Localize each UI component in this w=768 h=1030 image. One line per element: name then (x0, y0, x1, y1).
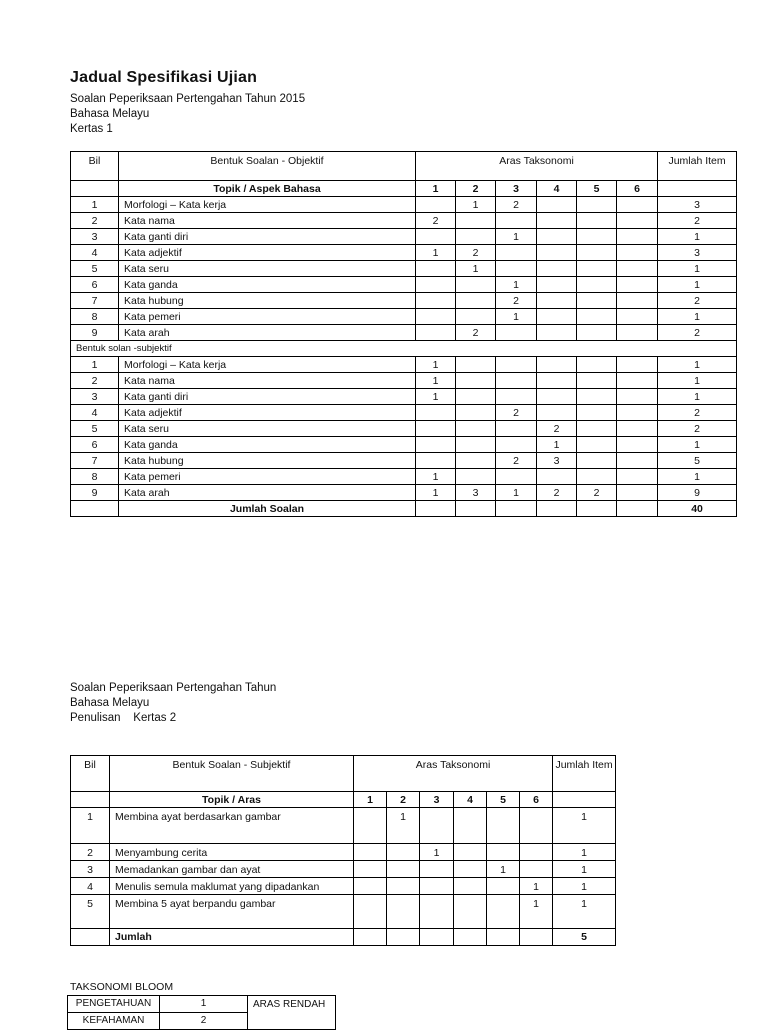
cell-topic: Kata hubung (119, 293, 416, 309)
header-bil: Bil (71, 756, 110, 792)
cell-level-count (537, 213, 577, 229)
subtitle-paper: Kertas 1 (70, 123, 113, 135)
cell-total: 1 (658, 357, 737, 373)
cell-level-count (487, 878, 520, 895)
cell-level-count (577, 357, 617, 373)
cell-topic: Membina 5 ayat berpandu gambar (110, 895, 354, 929)
cell-level-count: 1 (456, 197, 496, 213)
total-label: Jumlah (110, 929, 354, 946)
cell-total: 1 (658, 261, 737, 277)
level-header: 2 (387, 792, 420, 808)
cell-topic: Kata pemeri (119, 309, 416, 325)
cell-level-count: 3 (456, 485, 496, 501)
cell-level-count: 1 (496, 229, 537, 245)
level-header: 6 (520, 792, 553, 808)
cell-topic: Kata hubung (119, 453, 416, 469)
cell-level-count (496, 373, 537, 389)
cell-level-count (617, 373, 658, 389)
cell-level-count (537, 245, 577, 261)
cell-total: 2 (658, 325, 737, 341)
bloom-level-number: 2 (160, 1013, 248, 1030)
table-row (71, 309, 737, 325)
cell-level-count (537, 373, 577, 389)
cell-total: 2 (658, 213, 737, 229)
table-row (71, 373, 737, 389)
cell-level-count (354, 861, 387, 878)
cell-level-count (617, 453, 658, 469)
cell-total: 1 (553, 878, 616, 895)
cell-level-count (537, 197, 577, 213)
cell-level-count: 1 (496, 277, 537, 293)
cell-total: 1 (658, 389, 737, 405)
total-value: 5 (553, 929, 616, 946)
cell-level-count: 1 (496, 485, 537, 501)
cell-bil: 1 (71, 357, 119, 373)
empty-cell (577, 501, 617, 517)
empty-cell (456, 501, 496, 517)
cell-level-count: 1 (416, 357, 456, 373)
cell-level-count (496, 213, 537, 229)
cell-level-count (354, 878, 387, 895)
cell-level-count (416, 405, 456, 421)
cell-level-count (456, 389, 496, 405)
cell-level-count (617, 325, 658, 341)
cell-bil: 6 (71, 437, 119, 453)
cell-total: 2 (658, 421, 737, 437)
subjective-section-label: Bentuk solan -subjektif (71, 341, 737, 357)
cell-level-count (577, 229, 617, 245)
cell-bil: 4 (71, 245, 119, 261)
cell-level-count: 2 (537, 421, 577, 437)
table-row (71, 421, 737, 437)
cell-level-count (577, 437, 617, 453)
level-header: 1 (416, 181, 456, 197)
cell-level-count (456, 437, 496, 453)
header-aras-taksonomi: Aras Taksonomi (354, 756, 553, 792)
cell-level-count (456, 277, 496, 293)
empty-cell (617, 501, 658, 517)
cell-level-count (617, 261, 658, 277)
cell-topic: Membina ayat berdasarkan gambar (110, 808, 354, 844)
header-jumlah-item: Jumlah Item (553, 756, 616, 792)
cell-level-count: 2 (496, 453, 537, 469)
cell-topic: Kata ganti diri (119, 229, 416, 245)
cell-bil: 5 (71, 261, 119, 277)
cell-level-count (577, 309, 617, 325)
spec-table-paper1 (70, 151, 737, 517)
subtitle-exam: Soalan Peperiksaan Pertengahan Tahun 2015 (70, 93, 306, 105)
cell-level-count: 2 (456, 325, 496, 341)
cell-level-count (617, 485, 658, 501)
cell-level-count (577, 389, 617, 405)
cell-level-count (577, 421, 617, 437)
cell-topic: Kata pemeri (119, 469, 416, 485)
empty-cell (658, 181, 737, 197)
cell-level-count (454, 895, 487, 929)
cell-bil: 6 (71, 277, 119, 293)
cell-bil: 5 (71, 421, 119, 437)
cell-level-count: 2 (496, 405, 537, 421)
cell-bil: 2 (71, 213, 119, 229)
table-row (68, 996, 336, 1013)
empty-cell (537, 501, 577, 517)
cell-bil: 4 (71, 878, 110, 895)
cell-level-count: 2 (456, 245, 496, 261)
empty-cell (387, 929, 420, 946)
cell-total: 1 (553, 895, 616, 929)
cell-topic: Menyambung cerita (110, 844, 354, 861)
cell-bil: 8 (71, 469, 119, 485)
cell-level-count (496, 469, 537, 485)
cell-level-count (387, 895, 420, 929)
header-aras-taksonomi: Aras Taksonomi (416, 152, 658, 181)
total-value: 40 (658, 501, 737, 517)
cell-bil: 3 (71, 389, 119, 405)
cell-level-count (487, 895, 520, 929)
cell-level-count (416, 261, 456, 277)
cell-level-count (354, 808, 387, 844)
cell-topic: Kata ganda (119, 437, 416, 453)
cell-level-count: 1 (487, 861, 520, 878)
table-row (71, 501, 737, 517)
header-bentuk-soalan: Bentuk Soalan - Subjektif (110, 756, 354, 792)
cell-level-count (496, 421, 537, 437)
cell-level-count: 1 (456, 261, 496, 277)
bloom-table (67, 995, 336, 1030)
cell-level-count (456, 373, 496, 389)
cell-level-count (354, 895, 387, 929)
cell-total: 3 (658, 197, 737, 213)
header-bil: Bil (71, 152, 119, 181)
cell-topic: Kata arah (119, 325, 416, 341)
cell-level-count (456, 229, 496, 245)
table-row (71, 341, 737, 357)
cell-bil: 2 (71, 844, 110, 861)
cell-level-count: 1 (387, 808, 420, 844)
cell-total: 1 (658, 229, 737, 245)
cell-total: 9 (658, 485, 737, 501)
cell-total: 2 (658, 405, 737, 421)
cell-level-count (487, 808, 520, 844)
cell-level-count (617, 405, 658, 421)
cell-level-count (537, 261, 577, 277)
cell-level-count (387, 878, 420, 895)
cell-level-count (416, 421, 456, 437)
cell-total: 1 (553, 808, 616, 844)
total-label: Jumlah Soalan (119, 501, 416, 517)
cell-topic: Kata nama (119, 213, 416, 229)
cell-bil: 5 (71, 895, 110, 929)
table-row (71, 453, 737, 469)
cell-total: 1 (553, 861, 616, 878)
cell-level-count (577, 277, 617, 293)
cell-level-count (416, 229, 456, 245)
cell-level-count: 1 (420, 844, 454, 861)
table-row (71, 325, 737, 341)
cell-level-count (420, 861, 454, 878)
cell-level-count (537, 309, 577, 325)
cell-level-count (456, 309, 496, 325)
empty-cell (496, 501, 537, 517)
cell-level-count: 1 (416, 389, 456, 405)
cell-topic: Morfologi – Kata kerja (119, 197, 416, 213)
cell-level-count (537, 277, 577, 293)
cell-total: 3 (658, 245, 737, 261)
cell-level-count (520, 844, 553, 861)
table-row (71, 844, 616, 861)
cell-level-count: 3 (537, 453, 577, 469)
cell-level-count: 2 (416, 213, 456, 229)
table-row (71, 229, 737, 245)
cell-level-count (537, 325, 577, 341)
cell-total: 5 (658, 453, 737, 469)
cell-level-count (577, 469, 617, 485)
cell-level-count: 1 (416, 245, 456, 261)
cell-bil: 8 (71, 309, 119, 325)
cell-level-count (456, 293, 496, 309)
cell-level-count (577, 245, 617, 261)
cell-total: 1 (658, 309, 737, 325)
cell-bil: 9 (71, 325, 119, 341)
empty-cell (553, 792, 616, 808)
table-row (71, 485, 737, 501)
cell-total: 1 (658, 373, 737, 389)
header-topik: Topik / Aspek Bahasa (119, 181, 416, 197)
cell-level-count (520, 861, 553, 878)
table-row (71, 213, 737, 229)
cell-level-count (420, 808, 454, 844)
level-header: 4 (454, 792, 487, 808)
table-row (71, 878, 616, 895)
level-header: 5 (487, 792, 520, 808)
cell-topic: Morfologi – Kata kerja (119, 357, 416, 373)
cell-bil: 4 (71, 405, 119, 421)
cell-level-count (577, 293, 617, 309)
subtitle-subject: Bahasa Melayu (70, 108, 150, 120)
cell-level-count (456, 213, 496, 229)
spec-table-paper2 (70, 755, 616, 946)
cell-bil: 7 (71, 453, 119, 469)
cell-level-count (456, 421, 496, 437)
cell-level-count (456, 357, 496, 373)
bloom-title: TAKSONOMI BLOOM (70, 981, 174, 993)
cell-level-count (617, 469, 658, 485)
cell-level-count: 1 (416, 469, 456, 485)
cell-topic: Kata seru (119, 261, 416, 277)
level-header: 4 (537, 181, 577, 197)
bloom-level-number: 1 (160, 996, 248, 1013)
empty-cell (71, 501, 119, 517)
cell-bil: 1 (71, 197, 119, 213)
cell-bil: 7 (71, 293, 119, 309)
empty-cell (420, 929, 454, 946)
table-row (71, 895, 616, 929)
empty-cell (354, 929, 387, 946)
cell-level-count: 2 (496, 197, 537, 213)
cell-level-count (420, 895, 454, 929)
cell-level-count (617, 357, 658, 373)
cell-total: 1 (658, 469, 737, 485)
empty-cell (71, 929, 110, 946)
table-row (71, 437, 737, 453)
cell-total: 1 (658, 277, 737, 293)
table-row (71, 929, 616, 946)
level-header: 3 (496, 181, 537, 197)
cell-level-count (617, 293, 658, 309)
cell-level-count: 1 (416, 485, 456, 501)
cell-topic: Kata nama (119, 373, 416, 389)
cell-level-count (454, 861, 487, 878)
cell-level-count (454, 844, 487, 861)
sec2-subject: Bahasa Melayu (70, 697, 150, 709)
cell-level-count (617, 245, 658, 261)
table-row (71, 277, 737, 293)
cell-bil: 3 (71, 861, 110, 878)
table-row (71, 293, 737, 309)
table-row (71, 389, 737, 405)
cell-level-count (496, 389, 537, 405)
header-jumlah-item: Jumlah Item (658, 152, 737, 181)
cell-total: 2 (658, 293, 737, 309)
cell-level-count (617, 309, 658, 325)
header-topik: Topik / Aras (110, 792, 354, 808)
cell-level-count (456, 453, 496, 469)
cell-level-count (487, 844, 520, 861)
cell-level-count (537, 357, 577, 373)
table-row (71, 245, 737, 261)
empty-cell (454, 929, 487, 946)
cell-level-count (617, 389, 658, 405)
cell-level-count: 1 (416, 373, 456, 389)
empty-cell (520, 929, 553, 946)
cell-level-count (617, 213, 658, 229)
cell-total: 1 (553, 844, 616, 861)
cell-bil: 2 (71, 373, 119, 389)
empty-cell (487, 929, 520, 946)
cell-level-count (416, 453, 456, 469)
cell-level-count (454, 878, 487, 895)
cell-topic: Memadankan gambar dan ayat (110, 861, 354, 878)
cell-level-count: 1 (496, 309, 537, 325)
cell-level-count: 2 (496, 293, 537, 309)
table-row (71, 469, 737, 485)
cell-level-count (496, 261, 537, 277)
cell-level-count: 2 (537, 485, 577, 501)
cell-level-count (416, 437, 456, 453)
cell-level-count (387, 861, 420, 878)
table-row (71, 261, 737, 277)
cell-level-count (537, 469, 577, 485)
level-header: 1 (354, 792, 387, 808)
cell-level-count (520, 808, 553, 844)
cell-level-count (354, 844, 387, 861)
cell-level-count (617, 229, 658, 245)
cell-level-count (577, 453, 617, 469)
cell-level-count (617, 437, 658, 453)
cell-level-count (577, 197, 617, 213)
cell-level-count (537, 389, 577, 405)
level-header: 5 (577, 181, 617, 197)
cell-level-count (537, 229, 577, 245)
cell-level-count (617, 277, 658, 293)
sec2-paper: Penulisan Kertas 2 (70, 712, 177, 724)
cell-bil: 3 (71, 229, 119, 245)
cell-level-count (456, 469, 496, 485)
cell-level-count (496, 357, 537, 373)
table-row (71, 808, 616, 844)
cell-level-count: 1 (520, 895, 553, 929)
cell-level-count (577, 261, 617, 277)
cell-level-count (577, 213, 617, 229)
cell-level-count (416, 325, 456, 341)
cell-level-count (496, 325, 537, 341)
cell-bil: 1 (71, 808, 110, 844)
cell-topic: Kata adjektif (119, 245, 416, 261)
cell-level-count (496, 245, 537, 261)
cell-level-count (577, 373, 617, 389)
cell-level-count (537, 293, 577, 309)
cell-level-count: 1 (520, 878, 553, 895)
cell-level-count (416, 309, 456, 325)
table-row (71, 405, 737, 421)
cell-level-count (416, 293, 456, 309)
cell-level-count (416, 277, 456, 293)
cell-level-count (454, 808, 487, 844)
cell-topic: Kata ganda (119, 277, 416, 293)
table-row (71, 861, 616, 878)
cell-topic: Kata adjektif (119, 405, 416, 421)
cell-level-count (577, 325, 617, 341)
cell-level-count (617, 421, 658, 437)
sec2-exam: Soalan Peperiksaan Pertengahan Tahun (70, 682, 277, 694)
level-header: 3 (420, 792, 454, 808)
cell-level-count (456, 405, 496, 421)
table-row (71, 357, 737, 373)
cell-level-count (496, 437, 537, 453)
table-row (71, 197, 737, 213)
bloom-level-name: KEFAHAMAN (68, 1013, 160, 1030)
bloom-level-name: PENGETAHUAN (68, 996, 160, 1013)
cell-topic: Menulis semula maklumat yang dipadankan (110, 878, 354, 895)
cell-level-count (537, 405, 577, 421)
bloom-group-label: ARAS RENDAH (248, 996, 336, 1030)
level-header: 6 (617, 181, 658, 197)
header-bentuk-soalan: Bentuk Soalan - Objektif (119, 152, 416, 181)
cell-topic: Kata seru (119, 421, 416, 437)
empty-cell (71, 792, 110, 808)
empty-cell (71, 181, 119, 197)
cell-level-count: 1 (537, 437, 577, 453)
cell-bil: 9 (71, 485, 119, 501)
cell-level-count (420, 878, 454, 895)
cell-topic: Kata arah (119, 485, 416, 501)
cell-level-count (387, 844, 420, 861)
cell-level-count (577, 405, 617, 421)
cell-level-count: 2 (577, 485, 617, 501)
cell-level-count (617, 197, 658, 213)
cell-topic: Kata ganti diri (119, 389, 416, 405)
cell-level-count (416, 197, 456, 213)
level-header: 2 (456, 181, 496, 197)
document-title: Jadual Spesifikasi Ujian (70, 69, 258, 86)
cell-total: 1 (658, 437, 737, 453)
empty-cell (416, 501, 456, 517)
